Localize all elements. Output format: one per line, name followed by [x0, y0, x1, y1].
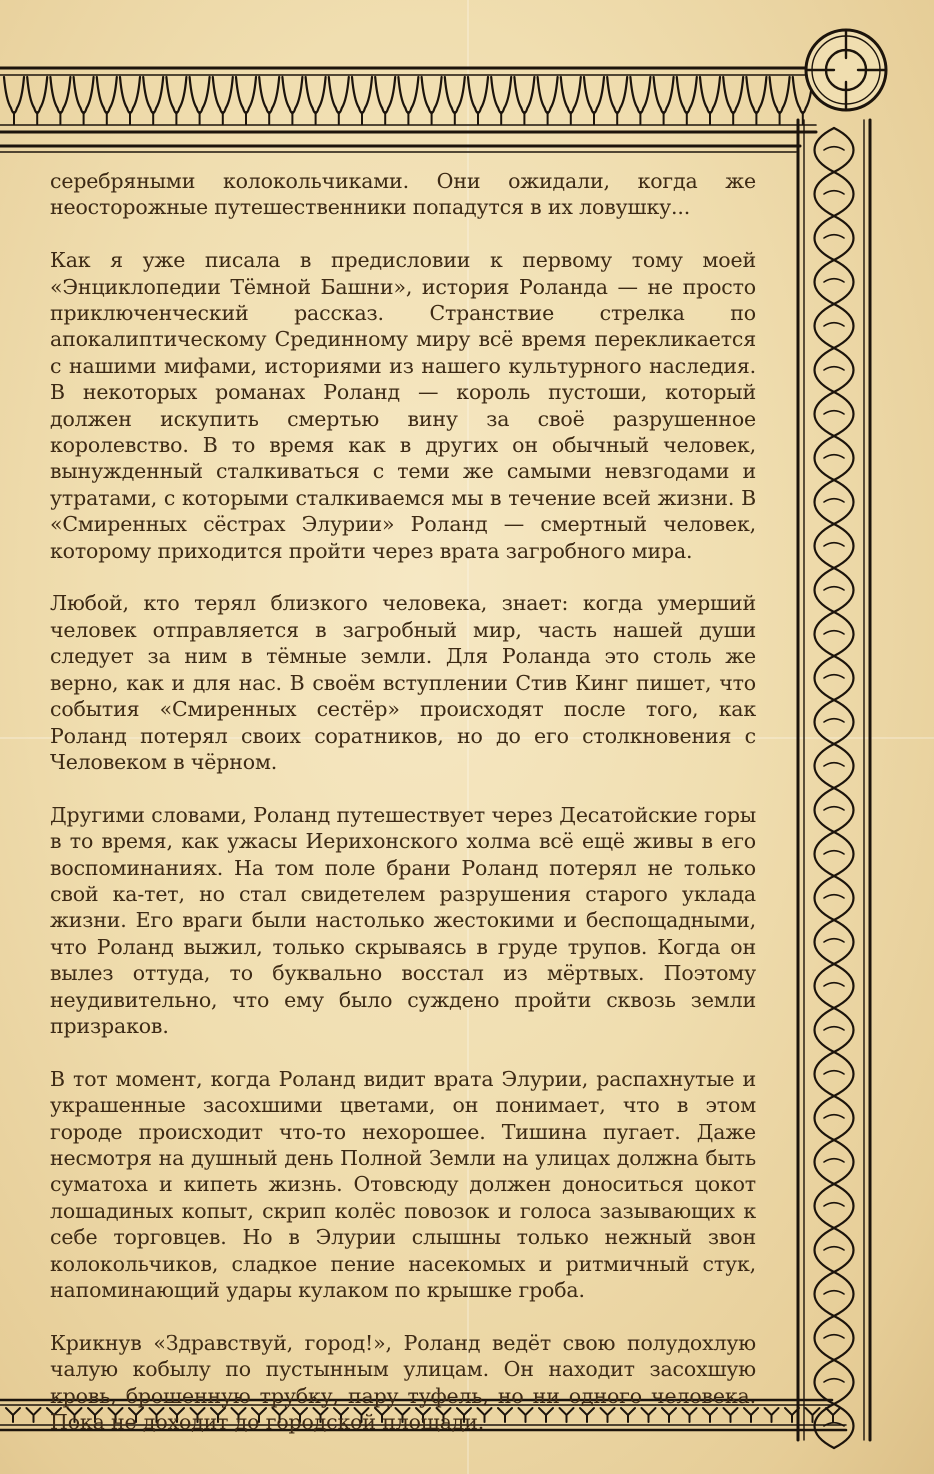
paragraph: серебряными колокольчиками. Они ожидали, когда же неосторожные путешественники попадутся в их ловушку...	[50, 169, 756, 220]
top-border-band	[0, 68, 828, 152]
right-border-column	[798, 120, 870, 1448]
body-text	[50, 168, 756, 1462]
paragraph: Другими словами, Роланд путешествует через Десатойские горы в то время, как ужасы Иерихонского холма всё ещё живы в его воспоминаниях. На том поле брани Роланд потерял не только свой ка-тет, но стал свидетелем разрушения старого уклада жизни. Его враги были настолько жестокими и беспощадными, что Роланд выжил, только скрываясь в груде трупов. Когда он вылез оттуда, то буквально восстал из мёртвых. Поэтому неудивительно, что ему было суждено пройти сквозь земли призраков.	[50, 802, 756, 1038]
paragraph: Как я уже писала в предисловии к первому тому моей «Энциклопедии Тёмной Башни», история Роланда — не просто приключенческий рассказ. Странствие стрелка по апокалиптическому Срединному миру всё время перекликается с нашими мифами, историями из нашего культурного наследия. В некоторых романах Роланд — король пустоши, который должен искупить смертью вину за своё разрушенное королевство. В то время как в других он обычный человек, вынужденный сталкиваться с теми же самыми невзгодами и утратами, с которыми сталкиваемся мы в течение всей жизни. В «Смиренных сёстрах Элурии» Роланд — смертный человек, которому приходится пройти через врата загробного мира.	[50, 248, 756, 563]
paragraph: Крикнув «Здравствуй, город!», Роланд ведёт свою полудохлую чалую кобылу по пустынным улицам. Он находит засохшую кровь, брошенную трубку, пару туфель, но ни одного человека. Пока не доходит до городской площади.	[50, 1330, 756, 1435]
paragraph: В тот момент, когда Роланд видит врата Элурии, распахнутые и украшенные засохшими цветами, он понимает, что в этом городе происходит что-то нехорошее. Тишина пугает. Даже несмотря на душный день Полной Земли на улицах должна быть суматоха и кипеть жизнь. Отовсюду должен доноситься цокот лошадиных копыт, скрип колёс повозок и голоса зазывающих к себе торговцев. Но в Элурии слышны только нежный звон колокольчиков, сладкое пение насекомых и ритмичный стук, напоминающий удары кулаком по крышке гроба.	[50, 1066, 756, 1302]
crosshair-circle-icon	[806, 30, 886, 110]
paragraph: Любой, кто терял близкого человека, знает: когда умерший человек отправляется в загробный мир, часть нашей души следует за ним в тёмные земли. Для Роланда это столь же верно, как и для нас. В своём вступлении Стив Кинг пишет, что события «Смиренных сестёр» происходят после того, как Роланд потерял своих соратников, но до его столкновения с Человеком в чёрном.	[50, 591, 756, 774]
